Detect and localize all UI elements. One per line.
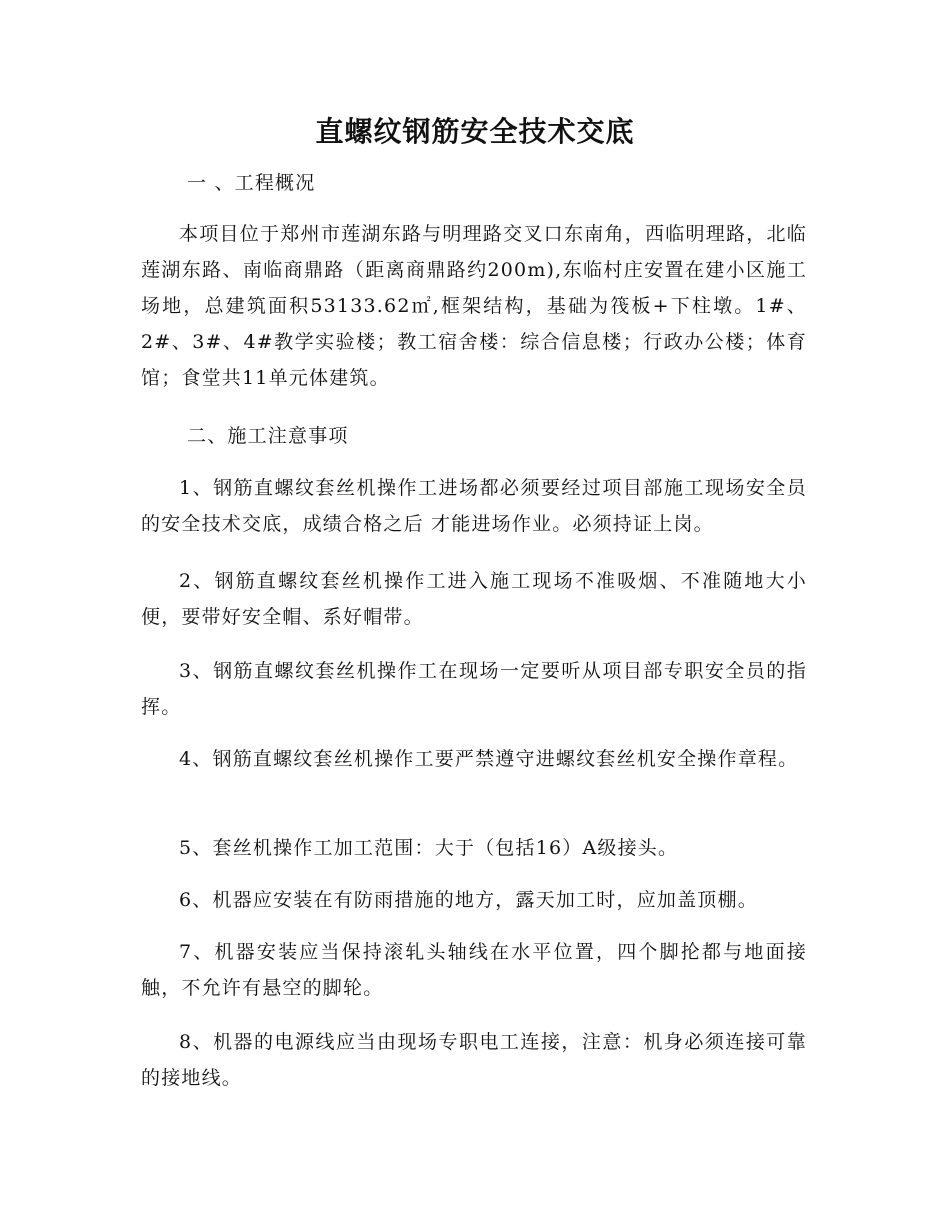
section-heading-precautions: 二、施工注意事项 — [187, 425, 349, 447]
list-item: 7、机器安装应当保持滚轧头轴线在水平位置，四个脚抡都与地面接触，不允许有悬空的脚轮。 — [141, 941, 807, 999]
overview-paragraph — [141, 216, 807, 396]
section-heading-overview: 一 、工程概况 — [187, 172, 316, 194]
list-item: 1、钢筋直螺纹套丝机操作工进场都必须要经过项目部施工现场安全员的安全技术交底，成绩合格之后 才能进场作业。必须持证上岗。 — [141, 477, 807, 535]
list-item: 8、机器的电源线应当由现场专职电工连接，注意：机身必须连接可靠的接地线。 — [141, 1031, 807, 1089]
list-item: 3、钢筋直螺纹套丝机操作工在现场一定要听从项目部专职安全员的指挥。 — [141, 660, 807, 718]
precaution-item-7 — [141, 934, 807, 1006]
list-item: 4、钢筋直螺纹套丝机操作工要严禁遵守进螺纹套丝机安全操作章程。 — [179, 748, 799, 770]
document-title: 直螺纹钢筋安全技术交底 — [315, 115, 635, 148]
overview-text: 本项目位于郑州市莲湖东路与明理路交叉口东南角，西临明理路，北临莲湖东路、南临商鼎路（距离商鼎路约200m),东临村庄安置在建小区施工场地，总建筑面积53133.62㎡,框架结构，基础为筏板+下柱墩。1#、2#、3#、4#教学实验楼；教工宿舍楼：综合信息楼；行政办公楼；体育馆；食堂共11单元体建筑。 — [141, 223, 807, 389]
list-item: 2、钢筋直螺纹套丝机操作工进入施工现场不准吸烟、不准随地大小便，要带好安全帽、系好帽带。 — [141, 570, 807, 628]
precaution-item-6 — [141, 882, 807, 918]
precaution-item-2 — [141, 563, 807, 635]
precaution-item-1 — [141, 470, 807, 542]
precaution-item-4 — [141, 741, 807, 777]
precaution-item-8 — [141, 1024, 807, 1096]
list-item: 5、套丝机操作工加工范围：大于（包括16）A级接头。 — [179, 837, 679, 859]
list-item: 6、机器应安装在有防雨措施的地方，露天加工时，应加盖顶棚。 — [179, 889, 758, 911]
precaution-item-5 — [141, 830, 807, 866]
precaution-item-3 — [141, 653, 807, 725]
